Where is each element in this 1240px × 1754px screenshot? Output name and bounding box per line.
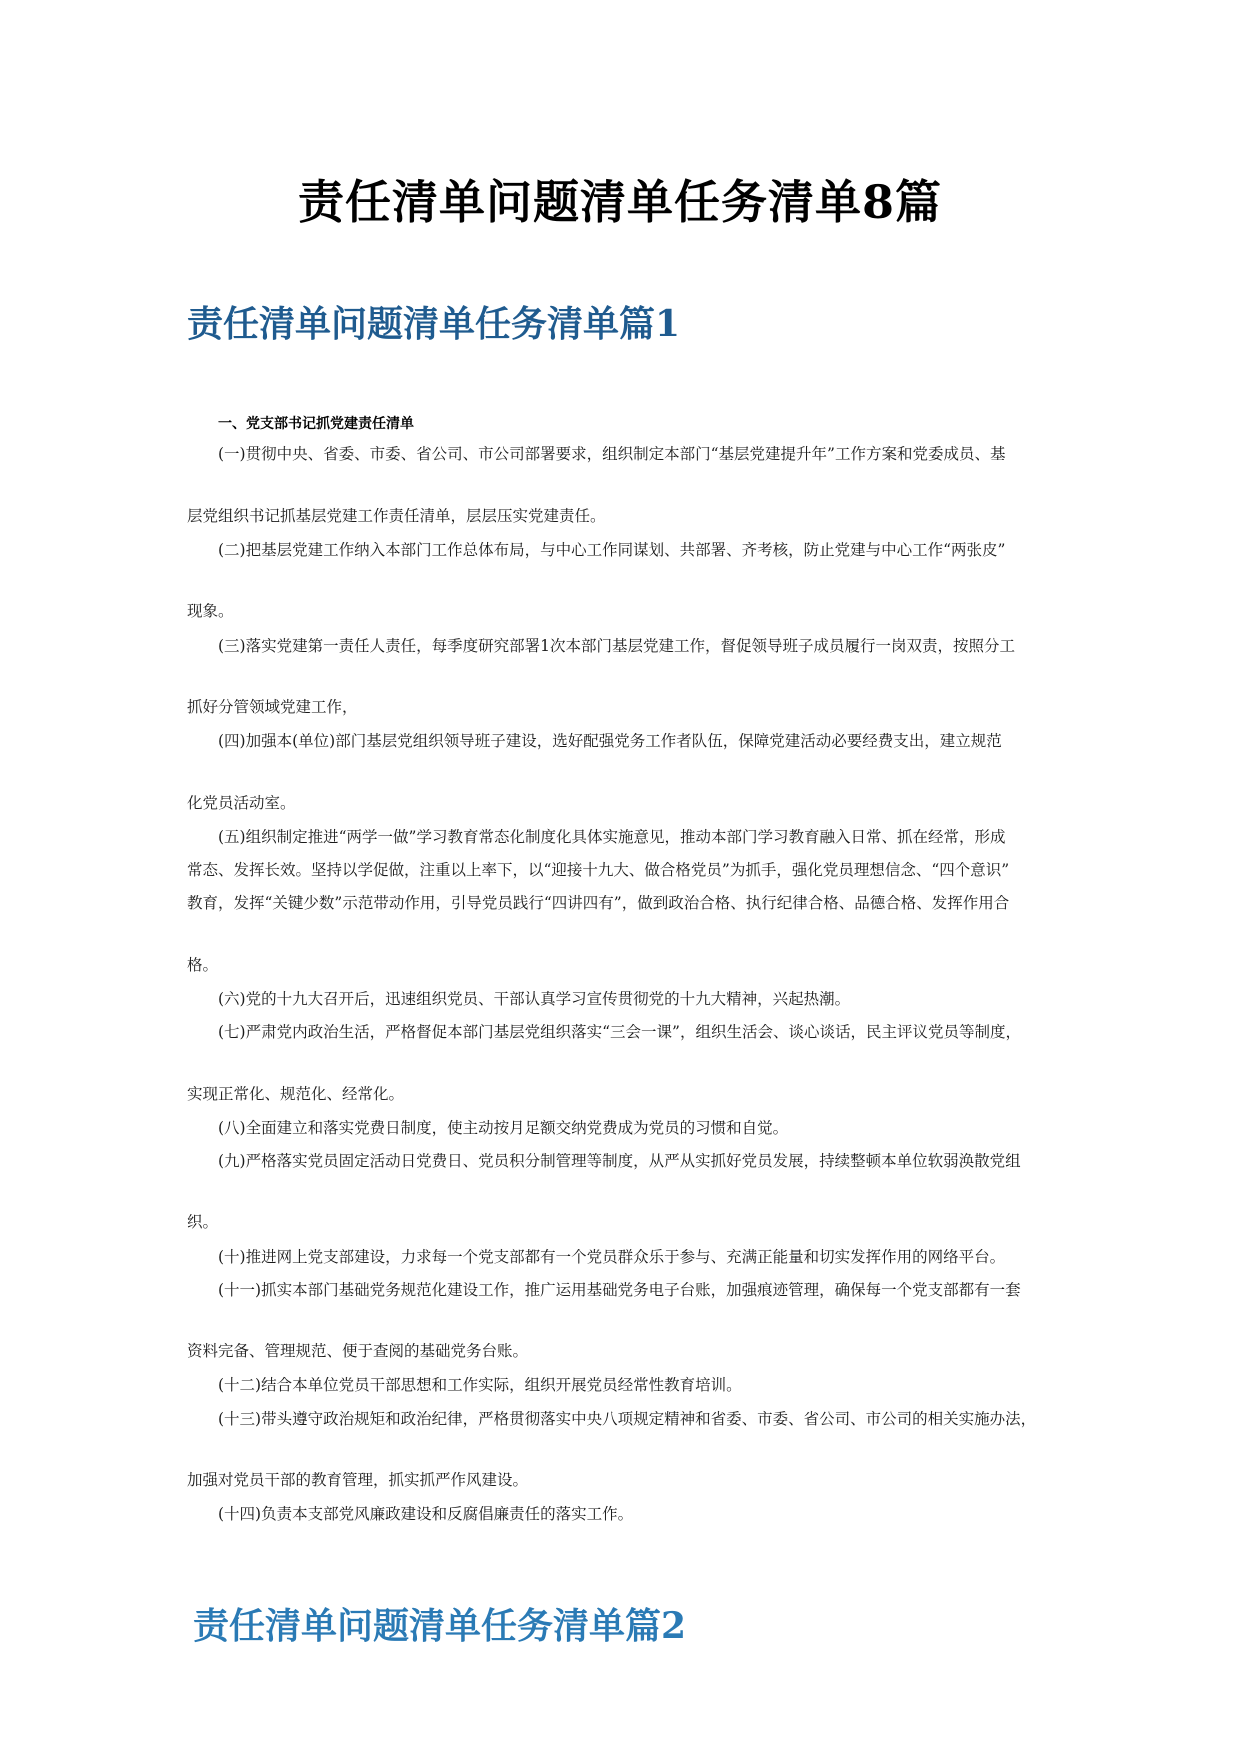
paragraph-line: 层党组织书记抓基层党建工作责任清单，层层压实党建责任。: [187, 507, 606, 525]
paragraph-line: 常态、发挥长效。坚持以学促做，注重以上率下，以“迎接十九大、做合格党员”为抓手，强化党员理想信念、“四个意识”: [187, 861, 1010, 879]
section-heading-1: 责任清单问题清单任务清单篇1: [187, 303, 681, 345]
paragraph-line: 化党员活动室。: [187, 794, 296, 812]
subheading: 一、党支部书记抓党建责任清单: [218, 416, 414, 432]
section-heading-2: 责任清单问题清单任务清单篇2: [193, 1605, 687, 1647]
paragraph-line: 加强对党员干部的教育管理，抓实抓严作风建设。: [187, 1471, 529, 1489]
paragraph-line: 资料完备、管理规范、便于查阅的基础党务台账。: [187, 1342, 529, 1360]
paragraph-line: (十三)带头遵守政治规矩和政治纪律，严格贯彻落实中央八项规定精神和省委、市委、省公司、市公司的相关实施办法，: [218, 1410, 1037, 1428]
paragraph-line: 格。: [187, 956, 219, 974]
paragraph-line: (五)组织制定推进“两学一做”学习教育常态化制度化具体实施意见，推动本部门学习教育融入日常、抓在经常，形成: [218, 828, 1006, 846]
paragraph-line: 实现正常化、规范化、经常化。: [187, 1085, 405, 1103]
paragraph-line: 教育，发挥“关键少数”示范带动作用，引导党员践行“四讲四有”，做到政治合格、执行纪律合格、品德合格、发挥作用合: [187, 894, 1010, 912]
paragraph-line: (四)加强本(单位)部门基层党组织领导班子建设，选好配强党务工作者队伍，保障党建活动必要经费支出，建立规范: [218, 732, 1002, 750]
paragraph-line: 抓好分管领域党建工作，: [187, 698, 358, 716]
paragraph-line: (九)严格落实党员固定活动日党费日、党员积分制管理等制度，从严从实抓好党员发展，持续整顿本单位软弱涣散党组: [218, 1152, 1021, 1170]
paragraph-line: (二)把基层党建工作纳入本部门工作总体布局，与中心工作同谋划、共部署、齐考核，防止党建与中心工作“两张皮”: [218, 541, 1006, 559]
paragraph-line: (三)落实党建第一责任人责任，每季度研究部署1次本部门基层党建工作，督促领导班子成员履行一岗双责，按照分工: [218, 637, 1015, 655]
paragraph-line: (七)严肃党内政治生活，严格督促本部门基层党组织落实“三会一课”，组织生活会、谈心谈话，民主评议党员等制度，: [218, 1023, 1021, 1041]
paragraph-line: (十一)抓实本部门基础党务规范化建设工作，推广运用基础党务电子台账，加强痕迹管理，确保每一个党支部都有一套: [218, 1281, 1021, 1299]
paragraph-line: (一)贯彻中央、省委、市委、省公司、市公司部署要求，组织制定本部门“基层党建提升年”工作方案和党委成员、基: [218, 445, 1006, 463]
paragraph-line: 现象。: [187, 602, 234, 620]
paragraph-line: (十二)结合本单位党员干部思想和工作实际，组织开展党员经常性教育培训。: [218, 1376, 742, 1394]
paragraph-line: (十)推进网上党支部建设，力求每一个党支部都有一个党员群众乐于参与、充满正能量和切实发挥作用的网络平台。: [218, 1248, 1006, 1266]
paragraph-line: (十四)负责本支部党风廉政建设和反腐倡廉责任的落实工作。: [218, 1505, 634, 1523]
paragraph-line: (六)党的十九大召开后，迅速组织党员、干部认真学习宣传贯彻党的十九大精神，兴起热潮。: [218, 990, 851, 1008]
document-title: 责任清单问题清单任务清单8篇: [297, 175, 942, 229]
paragraph-line: (八)全面建立和落实党费日制度，使主动按月足额交纳党费成为党员的习惯和自觉。: [218, 1119, 789, 1137]
paragraph-line: 织。: [187, 1213, 219, 1231]
